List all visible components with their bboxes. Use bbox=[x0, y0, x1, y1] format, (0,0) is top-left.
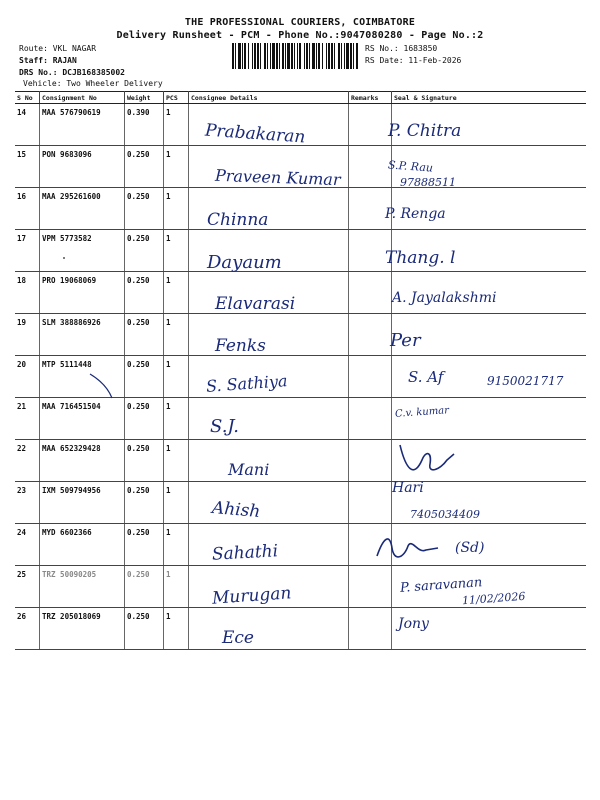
handwritten-consignee: Elavarasi bbox=[215, 294, 296, 314]
cell-remarks bbox=[349, 608, 392, 650]
cell-sno: 24 bbox=[15, 524, 40, 566]
handwritten-consignee: Prabakaran bbox=[204, 120, 306, 148]
handwritten-signature: Per bbox=[390, 330, 421, 351]
cell-consignment-no: MAA 295261600 bbox=[40, 188, 125, 230]
cell-consignee-details bbox=[189, 314, 349, 356]
cell-consignment-no: MAA 652329428 bbox=[40, 440, 125, 482]
cell-weight: 0.250 bbox=[125, 356, 164, 398]
cell-weight: 0.250 bbox=[125, 398, 164, 440]
handwritten-signature: C.v. kumar bbox=[394, 405, 450, 420]
table-row bbox=[15, 608, 586, 650]
cell-weight: 0.390 bbox=[125, 104, 164, 146]
handwritten-consignee: S.J. bbox=[210, 416, 239, 437]
cell-sno: 21 bbox=[15, 398, 40, 440]
handwritten-signature-scribble bbox=[372, 528, 442, 566]
handwritten-signature: Hari bbox=[392, 480, 424, 496]
cell-remarks bbox=[349, 104, 392, 146]
cell-consignment-no: MAA 576790619 bbox=[40, 104, 125, 146]
handwritten-consignee: Ece bbox=[222, 628, 254, 648]
cell-weight: 0.250 bbox=[125, 314, 164, 356]
col-remarks: Remarks bbox=[349, 92, 392, 104]
cell-pcs: 1 bbox=[164, 272, 189, 314]
cell-weight: 0.250 bbox=[125, 146, 164, 188]
cell-weight: 0.250 bbox=[125, 524, 164, 566]
handwritten-signature: 11/02/2026 bbox=[461, 589, 526, 608]
cell-consignment-no: PON 9683096 bbox=[40, 146, 125, 188]
cell-sno: 15 bbox=[15, 146, 40, 188]
cell-weight: 0.250 bbox=[125, 188, 164, 230]
cell-sno: 26 bbox=[15, 608, 40, 650]
table-row bbox=[15, 482, 586, 524]
cell-weight: 0.250 bbox=[125, 608, 164, 650]
cell-consignment-no: TRZ 205018069 bbox=[40, 608, 125, 650]
handwritten-consignee: S. Sathiya bbox=[205, 371, 289, 396]
cell-remarks bbox=[349, 356, 392, 398]
cell-pcs: 1 bbox=[164, 314, 189, 356]
handwritten-signature: (Sd) bbox=[455, 540, 485, 556]
cell-consignment-no: SLM 388886926 bbox=[40, 314, 125, 356]
table-row bbox=[15, 524, 586, 566]
cell-consignment-no: TRZ 50090205 bbox=[40, 566, 125, 608]
cell-consignment-no: VPM 5773582 bbox=[40, 230, 125, 272]
col-consignment: Consignment No bbox=[40, 92, 125, 104]
cell-consignment-no: MTP 5111448 bbox=[40, 356, 125, 398]
drs-label: DRS No.: DCJB168385002 bbox=[19, 68, 125, 77]
cell-sno: 23 bbox=[15, 482, 40, 524]
handwritten-signature: 97888511 bbox=[400, 176, 456, 189]
handwritten-signature: P. Chitra bbox=[388, 121, 462, 141]
cell-remarks bbox=[349, 566, 392, 608]
handwritten-consignee: Sahathi bbox=[211, 541, 279, 565]
cell-remarks bbox=[349, 440, 392, 482]
pen-dot bbox=[63, 257, 65, 259]
cell-pcs: 1 bbox=[164, 440, 189, 482]
col-weight: Weight bbox=[125, 92, 164, 104]
handwritten-consignee: Ahish bbox=[211, 497, 262, 523]
pen-stroke bbox=[88, 372, 118, 400]
cell-pcs: 1 bbox=[164, 482, 189, 524]
handwritten-signature: P. Renga bbox=[385, 206, 446, 222]
handwritten-signature: S. Af bbox=[408, 368, 444, 386]
cell-sno: 18 bbox=[15, 272, 40, 314]
cell-pcs: 1 bbox=[164, 146, 189, 188]
cell-sno: 14 bbox=[15, 104, 40, 146]
table-row bbox=[15, 398, 586, 440]
table-row bbox=[15, 272, 586, 314]
handwritten-consignee: Dayaum bbox=[207, 252, 282, 273]
cell-pcs: 1 bbox=[164, 566, 189, 608]
runsheet-subtitle: Delivery Runsheet - PCM - Phone No.:9047080280 - Page No.:2 bbox=[116, 30, 484, 41]
cell-sno: 19 bbox=[15, 314, 40, 356]
cell-weight: 0.250 bbox=[125, 482, 164, 524]
cell-seal-signature bbox=[392, 398, 587, 440]
company-title: THE PROFESSIONAL COURIERS, COIMBATORE bbox=[184, 17, 416, 28]
cell-consignee-details bbox=[189, 608, 349, 650]
cell-remarks bbox=[349, 272, 392, 314]
handwritten-consignee: Mani bbox=[228, 460, 270, 479]
cell-weight: 0.250 bbox=[125, 440, 164, 482]
handwritten-signature: 7405034409 bbox=[410, 508, 480, 521]
cell-remarks bbox=[349, 398, 392, 440]
table-header-row bbox=[15, 92, 586, 104]
cell-remarks bbox=[349, 482, 392, 524]
cell-sno: 16 bbox=[15, 188, 40, 230]
table-row bbox=[15, 314, 586, 356]
staff-label: Staff: RAJAN bbox=[19, 56, 77, 65]
handwritten-signature: Jony bbox=[398, 616, 429, 632]
handwritten-signature: Thang. l bbox=[385, 248, 456, 268]
handwritten-consignee: Murugan bbox=[211, 583, 293, 609]
cell-sno: 20 bbox=[15, 356, 40, 398]
cell-weight: 0.250 bbox=[125, 272, 164, 314]
cell-sno: 17 bbox=[15, 230, 40, 272]
route-label: Route: VKL NAGAR bbox=[19, 44, 97, 53]
handwritten-consignee: Praveen Kumar bbox=[214, 165, 341, 190]
handwritten-consignee: Chinna bbox=[207, 210, 269, 230]
col-sno: S No bbox=[15, 92, 40, 104]
handwritten-signature: P. saravanan bbox=[399, 575, 483, 596]
cell-consignment-no: IXM 509794956 bbox=[40, 482, 125, 524]
cell-pcs: 1 bbox=[164, 398, 189, 440]
handwritten-signature-scribble bbox=[392, 440, 462, 480]
cell-weight: 0.250 bbox=[125, 230, 164, 272]
col-seal-signature: Seal & Signature bbox=[392, 92, 587, 104]
handwritten-signature: A. Jayalakshmi bbox=[392, 290, 497, 306]
cell-weight: 0.250 bbox=[125, 566, 164, 608]
handwritten-consignee: Fenks bbox=[215, 336, 266, 356]
cell-pcs: 1 bbox=[164, 524, 189, 566]
col-pcs: PCS bbox=[164, 92, 189, 104]
cell-consignment-no: MYD 6602366 bbox=[40, 524, 125, 566]
cell-sno: 22 bbox=[15, 440, 40, 482]
cell-pcs: 1 bbox=[164, 104, 189, 146]
cell-pcs: 1 bbox=[164, 356, 189, 398]
rs-date: RS Date: 11-Feb-2026 bbox=[365, 56, 462, 65]
cell-pcs: 1 bbox=[164, 608, 189, 650]
table-row bbox=[15, 188, 586, 230]
cell-pcs: 1 bbox=[164, 188, 189, 230]
rs-number: RS No.: 1683850 bbox=[365, 44, 438, 53]
cell-remarks bbox=[349, 314, 392, 356]
table-row bbox=[15, 440, 586, 482]
handwritten-signature: S.P. Rau bbox=[387, 158, 434, 175]
cell-remarks bbox=[349, 146, 392, 188]
cell-consignment-no: PRO 19068069 bbox=[40, 272, 125, 314]
handwritten-signature: 9150021717 bbox=[487, 374, 564, 388]
cell-pcs: 1 bbox=[164, 230, 189, 272]
cell-sno: 25 bbox=[15, 566, 40, 608]
table-row bbox=[15, 230, 586, 272]
col-consignee: Consignee Details bbox=[189, 92, 349, 104]
vehicle-label: Vehicle: Two Wheeler Delivery bbox=[23, 79, 163, 88]
cell-consignment-no: MAA 716451504 bbox=[40, 398, 125, 440]
barcode bbox=[232, 43, 358, 69]
